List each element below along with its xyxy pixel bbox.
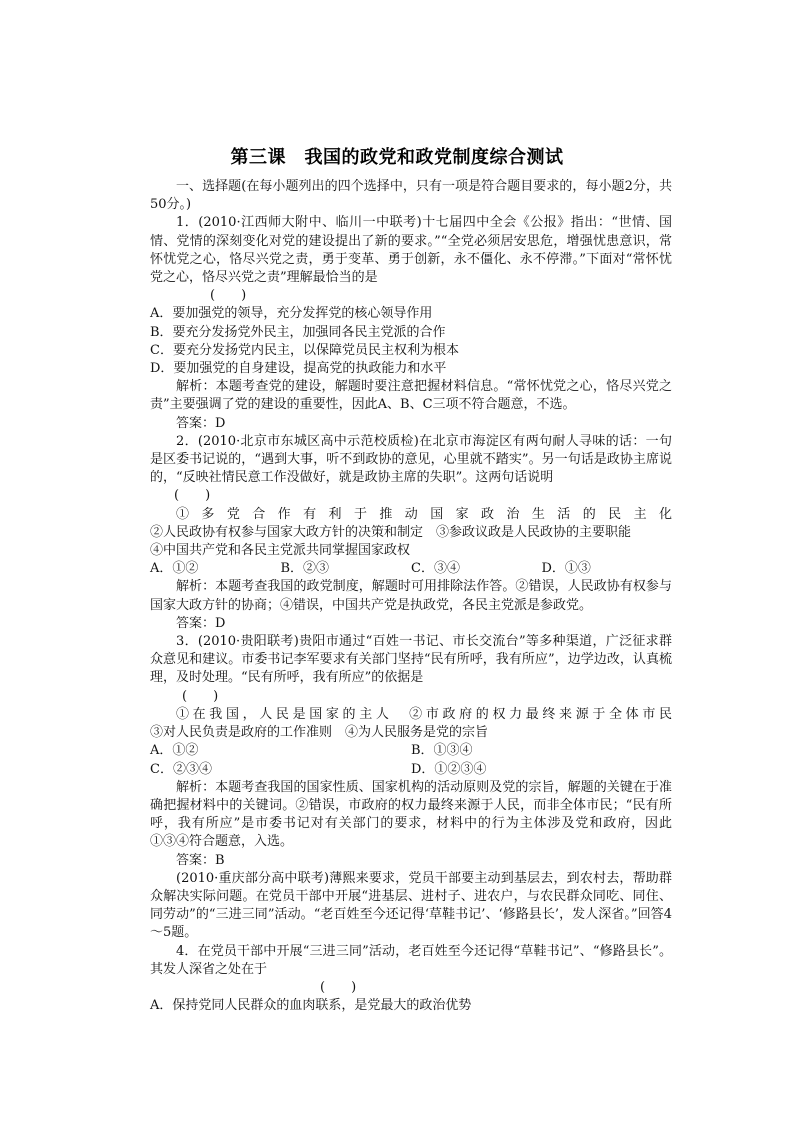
material-passage: (2010·重庆部分高中联考)薄熙来要求，党员干部要主动到基层去，到农村去，帮助群众解决实际问题。在党员干部中开展“进基层、进村子、进农户，与农民群众同吃、同住、同劳动”的“三进三同”活动。“老百姓至今还记得‘草鞋书记’、‘修路县长’，发人深省。”回答4～5题。 [150,870,672,941]
question-2-option-c: C．③④ [411,561,460,577]
page-title: 第三课 我国的政党和政党制度综合测试 [230,147,564,168]
question-1-option-b: B．要充分发扬党外民主，加强同各民主党派的合作 [150,324,446,340]
question-1-answer-blank: ( ) [210,288,247,304]
question-2-option-a: A．①② [150,561,199,577]
question-3-option-b: B．①③④ [411,743,473,759]
question-2-option-b: B．②③ [280,561,330,577]
question-4-answer-blank: ( ) [320,979,357,995]
question-3-options-row-1 [150,742,672,760]
question-2-stem: 2．(2010·北京市东城区高中示范校质检)在北京市海淀区有两句耐人寻味的话：一句是区委书记说的，“遇到大事，听不到政协的意见，心里就不踏实”。另一句话是政协主席说的，“反映社情民意工作没做好，就是政协主席的失职”。这两句话说明 [150,433,672,486]
question-4-stem: 4．在党员干部中开展“三进三同”活动，老百姓至今还记得“草鞋书记”、“修路县长”。其发人深省之处在于 [150,943,672,977]
document-body [150,178,672,1015]
question-3-statement-1-2: ①在我国，人民是国家的主人 ②市政府的权力最终来源于全体市民 [176,706,672,722]
question-2-statement-4: ④中国共产党和各民主党派共同掌握国家政权 [150,543,411,559]
question-1-option-d: D．要加强党的自身建设，提高党的执政能力和水平 [150,361,447,377]
question-3-options-row-2 [150,761,672,779]
question-3-option-c: C．②③④ [150,761,212,777]
question-1-analysis: 解析：本题考查党的建设，解题时要注意把握材料信息。“常怀忧党之心，恪尽兴党之责”主要强调了党的建设的重要性，因此A、B、C三项不符合题意，不选。 [150,379,672,413]
question-1-answer: 答案：D [176,415,226,431]
question-1-option-c: C．要充分发扬党内民主，以保障党员民主权利为根本 [150,342,459,358]
question-3-statement-3-4: ③对人民负责是政府的工作准则 ④为人民服务是党的宗旨 [150,725,489,741]
question-2-options [150,560,672,578]
question-3-option-d: D．①②③④ [411,761,487,777]
question-2-answer-blank: ( ) [174,488,211,504]
question-2-statement-1: ①多党合作有利于推动国家政治生活的民主化 [176,506,672,522]
question-3-analysis: 解析：本题考查我国的国家性质、国家机构的活动原则及党的宗旨，解题的关键在于准确把握材料中的关键词。②错误，市政府的权力最终来源于人民，而非全体市民；“民有所呼，我有所应”是市委书记对有关部门的要求，材料中的行为主体涉及党和政府，因此①③④符合题意，入选。 [150,779,672,850]
question-2-answer: 答案：D [176,615,226,631]
question-4-option-a: A．保持党同人民群众的血肉联系，是党最大的政治优势 [150,998,472,1014]
section-heading: 一、选择题(在每小题列出的四个选择中，只有一项是符合题目要求的，每小题2分，共50分。) [150,179,672,213]
question-3-answer-blank: ( ) [182,688,219,704]
question-2-analysis: 解析：本题考查我国的政党制度，解题时可用排除法作答。②错误，人民政协有权参与国家大政方针的协商；④错误，中国共产党是执政党，各民主党派是参政党。 [150,579,672,613]
question-3-option-a: A．①② [150,743,199,759]
question-2-option-d: D．①③ [541,561,591,577]
question-3-stem: 3．(2010·贵阳联考)贵阳市通过“百姓一书记、市长交流台”等多种渠道，广泛征求群众意见和建议。市委书记李军要求有关部门坚持“民有所呼，我有所应”，边学边改，认真梳理，及时处理。“民有所呼，我有所应”的依据是 [150,634,672,686]
question-3-answer: 答案：B [176,852,225,868]
question-2-statement-2-3: ②人民政协有权参与国家大政方针的决策和制定 ③参政议政是人民政协的主要职能 [150,524,632,540]
question-1-option-a: A．要加强党的领导，充分发挥党的核心领导作用 [150,306,433,322]
question-1-stem: 1．(2010·江西师大附中、临川一中联考)十七届四中全会《公报》指出：“世情、国情、党情的深刻变化对党的建设提出了新的要求。”“全党必须居安思危，增强忧患意识，常怀忧党之心，恪尽兴党之责，勇于变革、勇于创新，永不僵化、永不停滞。”下面对“常怀忧党之心，恪尽兴党之责”理解最恰当的是 [150,215,672,286]
